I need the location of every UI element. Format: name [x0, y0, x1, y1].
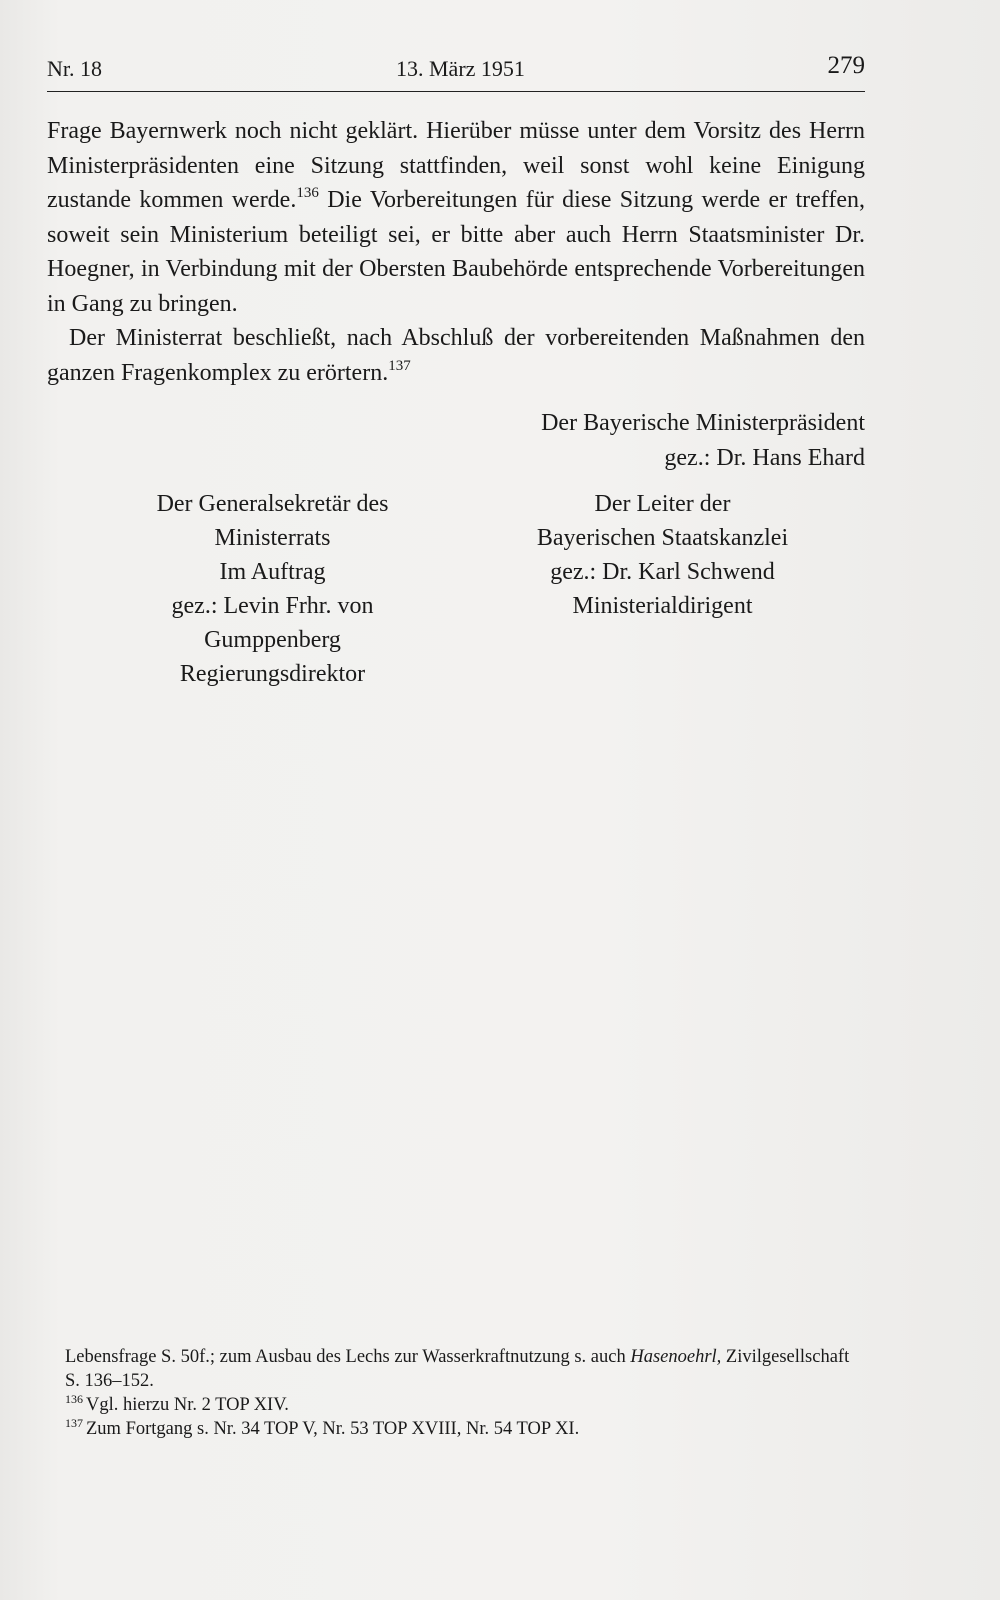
signature-minister-president: [541, 406, 865, 475]
signature-line: gez.: Levin Frhr. von Gumppenberg: [171, 593, 374, 653]
page-header: [47, 52, 865, 90]
footnote-continuation: [65, 1345, 865, 1393]
page-number: 279: [827, 52, 865, 79]
document-date: 13. März 1951: [396, 56, 525, 81]
footnotes: [65, 1345, 865, 1441]
paragraph-1-text-b: Die Vorbereitungen für diese Sitzung werde er treffen, soweit sein Ministerium beteiligt sei, er bitte aber auch Herrn Staatsminister Dr. Hoegner, in Verbindung mit der Obersten Baubehörde entsprechende Vorbereitungen in Gang zu bringen.: [47, 187, 865, 317]
signature-title: Der Bayerische Ministerpräsident: [541, 410, 865, 436]
paragraph-2-text: Der Ministerrat beschließt, nach Abschluß der vorbereitenden Maßnahmen den ganzen Fragenkomplex zu erörtern.: [47, 325, 865, 386]
footnote-ref-137: 137: [388, 357, 411, 374]
signature-line: Der Leiter der: [594, 491, 731, 517]
footnote-number: 137: [65, 1415, 83, 1430]
signature-line: Regierungsdirektor: [179, 661, 366, 687]
signature-line: Ministerialdirigent: [572, 593, 753, 619]
body-text: [47, 114, 865, 390]
signature-line: Bayerischen Staatskanzlei: [536, 525, 789, 551]
footnote-text: Vgl. hierzu Nr. 2 TOP XIV.: [86, 1395, 289, 1415]
signature-line: Im Auftrag: [219, 559, 326, 585]
signature-general-secretary: [110, 487, 435, 691]
document-number: Nr. 18: [47, 56, 102, 81]
footnote-author: Hasenoehrl,: [630, 1347, 722, 1367]
signature-line: Der Generalsekretär des: [156, 491, 389, 517]
paragraph-2: [47, 321, 865, 390]
signature-name: gez.: Dr. Hans Ehard: [664, 444, 865, 471]
footnote-number: 136: [65, 1391, 83, 1406]
signature-chancellery-head: [520, 487, 805, 623]
signature-line: Ministerrats: [214, 525, 331, 551]
paragraph-1-text-a: Frage Bayernwerk noch nicht geklärt. Hierüber müsse unter dem Vorsitz des Herrn Ministerpräsidenten eine Sitzung stattfinden, weil sonst wohl keine Einigung zustande kommen werde.: [47, 118, 865, 213]
footnote-text: Zum Fortgang s. Nr. 34 TOP V, Nr. 53 TOP XVIII, Nr. 54 TOP XI.: [86, 1419, 580, 1439]
footnote-136: [65, 1393, 865, 1417]
footnote-ref-136: 136: [296, 185, 319, 201]
paragraph-1: [47, 114, 865, 321]
footnote-137: [65, 1417, 865, 1441]
signature-line: gez.: Dr. Karl Schwend: [550, 559, 775, 585]
footnote-text: Lebensfrage S. 50f.; zum Ausbau des Lechs zur Wasserkraftnutzung s. auch: [65, 1347, 631, 1367]
footnote-text: Zivilgesellschaft S. 136–152.: [65, 1347, 850, 1391]
header-rule: [47, 91, 865, 92]
